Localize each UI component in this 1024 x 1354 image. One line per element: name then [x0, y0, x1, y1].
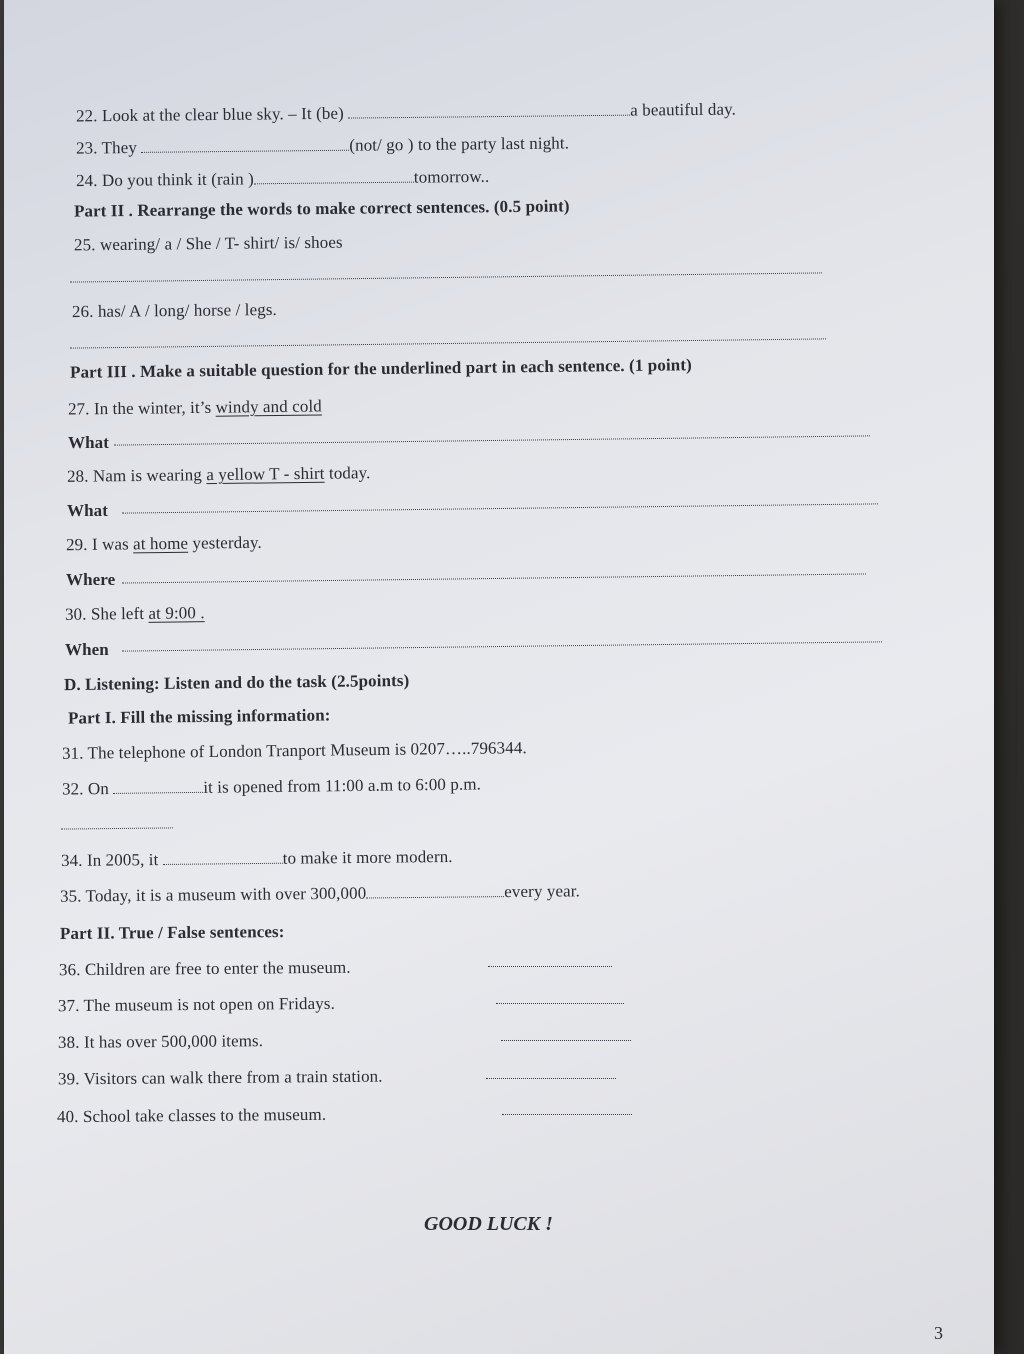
- tf-item-39: 39. Visitors can walk there from a train station.: [57, 1066, 383, 1089]
- underlined-part: a yellow T - shirt: [206, 463, 325, 485]
- tf-item-37: 37. The museum is not open on Fridays.: [57, 993, 335, 1016]
- answer-line-25[interactable]: [70, 272, 822, 282]
- tf-item-40: 40. School take classes to the museum.: [56, 1104, 327, 1127]
- listening-heading: D. Listening: Listen and do the task (2.5points): [63, 670, 410, 695]
- question-27: 27. In the winter, it’s windy and cold: [67, 396, 322, 419]
- answer-line-26[interactable]: [70, 338, 826, 348]
- part-2-heading: Part II . Rearrange the words to make correct sentences. (0.5 point): [73, 196, 570, 221]
- answer-blank[interactable]: [141, 138, 349, 153]
- answer-blank[interactable]: [348, 103, 630, 119]
- question-25: 25. wearing/ a / She / T- shirt/ is/ shoes: [73, 232, 343, 255]
- answer-line-27[interactable]: [114, 435, 870, 445]
- underlined-part: at 9:00 .: [148, 603, 205, 623]
- listening-part-2-heading: Part II. True / False sentences:: [59, 922, 285, 943]
- tf-item-36: 36. Children are free to enter the museum.: [58, 957, 351, 980]
- tf-answer-38[interactable]: [501, 1040, 631, 1041]
- tf-answer-39[interactable]: [486, 1078, 616, 1079]
- question-34: 34. In 2005, it to make it more modern.: [60, 846, 453, 871]
- tf-item-38: 38. It has over 500,000 items.: [57, 1031, 264, 1052]
- underlined-part: windy and cold: [215, 396, 322, 417]
- answer-prompt-29: Where: [66, 570, 116, 589]
- question-22: 22. Look at the clear blue sky. – It (be) a beautiful day.: [75, 99, 737, 126]
- question-24: 24. Do you think it (rain ) tomorrow..: [75, 166, 490, 191]
- underlined-part: at home: [132, 533, 189, 554]
- question-30: 30. She left at 9:00 .: [64, 603, 205, 624]
- question-29: 29. I was at home yesterday.: [65, 532, 262, 555]
- part-3-heading: Part III . Make a suitable question for the underlined part in each sentence. (1 point): [69, 355, 692, 382]
- answer-blank[interactable]: [113, 780, 203, 794]
- closing-text: GOOD LUCK !: [424, 1213, 553, 1235]
- question-28: 28. Nam is wearing a yellow T - shirt today.: [66, 463, 371, 486]
- question-26: 26. has/ A / long/ horse / legs.: [71, 299, 277, 322]
- answer-blank[interactable]: [366, 884, 504, 898]
- answer-line-30[interactable]: [122, 641, 882, 651]
- tf-answer-40[interactable]: [502, 1114, 632, 1115]
- listening-part-1-heading: Part I. Fill the missing information:: [67, 705, 331, 728]
- answer-line-29[interactable]: [122, 573, 866, 583]
- question-35: 35. Today, it is a museum with over 300,000 every year.: [59, 881, 581, 906]
- question-31: 31. The telephone of London Tranport Museum is 0207…..796344.: [61, 738, 527, 763]
- answer-blank[interactable]: [163, 851, 283, 865]
- answer-prompt-27: What: [68, 433, 110, 452]
- answer-blank[interactable]: [254, 170, 414, 185]
- question-32: 32. On it is opened from 11:00 a.m to 6:00 p.m.: [61, 774, 482, 799]
- question-33: [61, 813, 173, 834]
- tf-answer-36[interactable]: [488, 966, 612, 967]
- page-number: 3: [934, 1323, 943, 1343]
- answer-prompt-30: When: [65, 640, 109, 659]
- question-23: 23. They (not/ go ) to the party last night.: [75, 133, 570, 158]
- answer-line-28[interactable]: [122, 503, 878, 513]
- answer-prompt-28: What: [67, 501, 109, 520]
- tf-answer-37[interactable]: [496, 1003, 624, 1004]
- answer-blank[interactable]: [61, 815, 173, 829]
- exam-page: [4, 0, 994, 1354]
